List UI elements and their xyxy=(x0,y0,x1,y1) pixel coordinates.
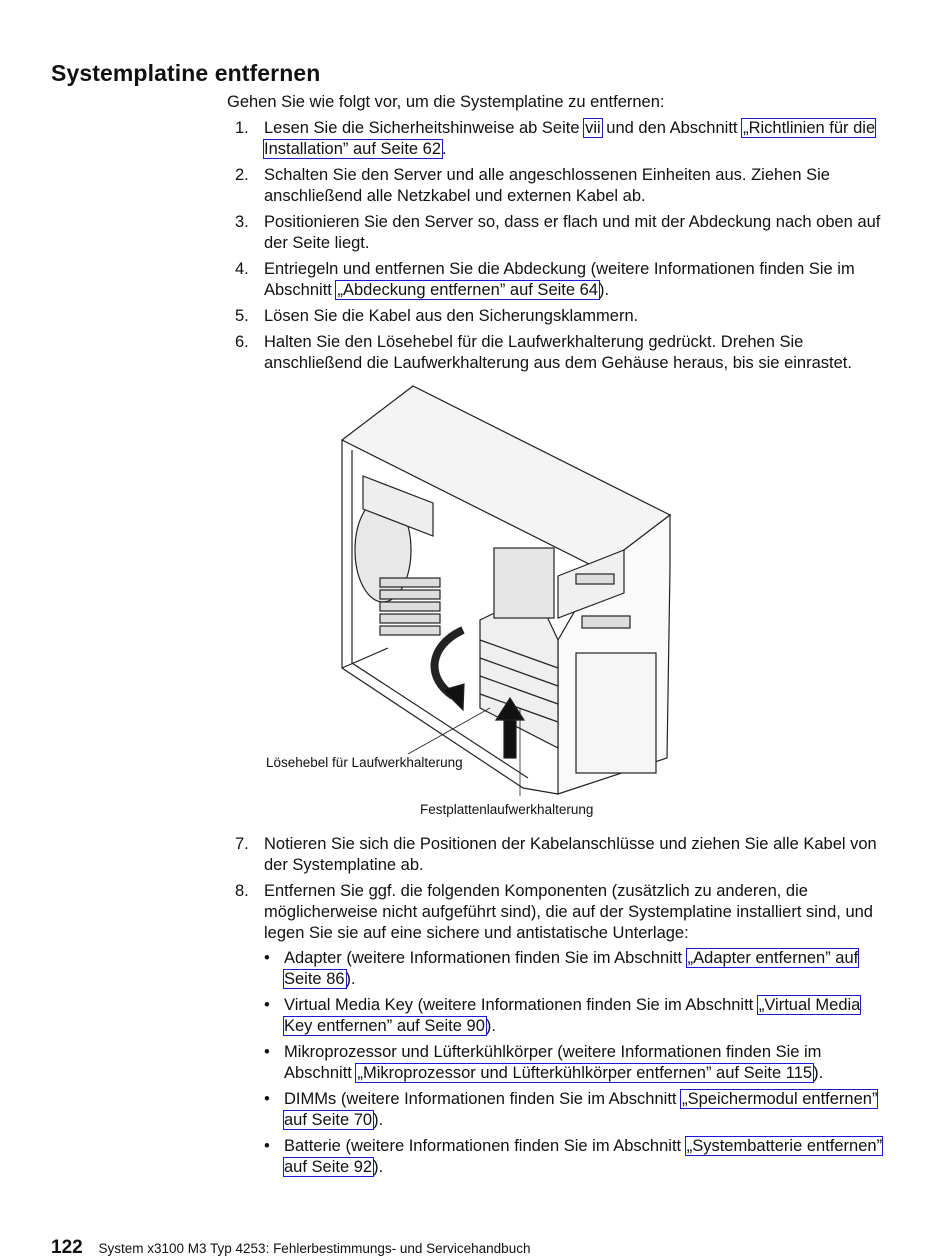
page-number: 122 xyxy=(51,1237,83,1258)
page-title: Systemplatine entfernen xyxy=(51,60,321,86)
step-text: Entriegeln und entfernen Sie die Abdeckung (weitere Informationen finden Sie im Abschnitt xyxy=(264,260,855,299)
step-number: 7. xyxy=(235,835,249,853)
component-item xyxy=(264,1089,887,1131)
component-item xyxy=(264,995,887,1037)
step-body xyxy=(264,307,638,325)
cross-reference-link[interactable]: „Richtlinien für die Installation” auf Seite 62 xyxy=(264,119,876,158)
front-vents xyxy=(576,653,656,773)
optical-bays xyxy=(494,548,630,628)
step-text: ). xyxy=(345,970,356,988)
step-number: 4. xyxy=(235,260,249,278)
step-body xyxy=(264,213,880,252)
server-figure xyxy=(258,378,698,823)
label-release-lever: Lösehebel für Laufwerkhalterung xyxy=(266,755,463,770)
bullet-icon: • xyxy=(264,949,270,967)
cross-reference-link[interactable]: „Adapter entfernen” auf Seite 86 xyxy=(284,949,859,988)
component-item xyxy=(264,1136,887,1178)
bullet-icon: • xyxy=(264,996,270,1014)
step-text: und den Abschnitt xyxy=(601,119,743,137)
step-body xyxy=(264,260,855,299)
step-text: Lesen Sie die Sicherheitshinweise ab Seite xyxy=(264,119,585,137)
step-text: Mikroprozessor und Lüfterkühlkörper (weitere Informationen finden Sie im Abschnitt xyxy=(284,1043,822,1082)
bullet-icon: • xyxy=(264,1043,270,1061)
cross-reference-link[interactable]: „Systembatterie entfernen” auf Seite 92 xyxy=(284,1137,883,1176)
step-text: ). xyxy=(813,1064,824,1082)
step-body xyxy=(264,166,830,205)
lift-arrow-shaft xyxy=(504,718,516,758)
step-item xyxy=(227,212,887,254)
step-text: Positionieren Sie den Server so, dass er flach und mit der Abdeckung nach oben auf der Seite liegt. xyxy=(264,213,881,252)
lever-leader xyxy=(408,708,490,754)
component-list xyxy=(264,948,887,1178)
step-item xyxy=(227,259,887,301)
cross-reference-link[interactable]: vii xyxy=(585,119,601,137)
step-text: Lösen Sie die Kabel aus den Sicherungsklammern. xyxy=(264,307,639,325)
cross-reference-link[interactable]: „Abdeckung entfernen” auf Seite 64 xyxy=(337,281,598,299)
step-number: 3. xyxy=(235,213,249,231)
step-item xyxy=(227,118,887,160)
step-text: Schalten Sie den Server und alle angeschlossenen Einheiten aus. Ziehen Sie anschließend alle Netzkabel und externen Kabel ab. xyxy=(264,166,830,205)
step-text: ). xyxy=(373,1111,384,1129)
cross-reference-link[interactable]: „Virtual Media Key entfernen” auf Seite 90 xyxy=(284,996,861,1035)
component-item xyxy=(264,1042,887,1084)
step-number: 2. xyxy=(235,166,249,184)
step-number: 6. xyxy=(235,333,249,351)
step-text: . xyxy=(442,140,447,158)
step-item xyxy=(227,306,887,327)
step-text: Notieren Sie sich die Positionen der Kabelanschlüsse und ziehen Sie alle Kabel von der Systemplatine ab. xyxy=(264,835,877,874)
step-text: DIMMs (weitere Informationen finden Sie im Abschnitt xyxy=(284,1090,682,1108)
rear-rail xyxy=(342,648,388,668)
step-text: ). xyxy=(485,1017,496,1035)
step-item xyxy=(227,332,887,374)
cross-reference-link[interactable]: „Speichermodul entfernen” auf Seite 70 xyxy=(284,1090,878,1129)
step-body xyxy=(264,882,873,942)
steps-list-part-2 xyxy=(227,834,887,1183)
expansion-slots xyxy=(380,578,440,635)
page-footer xyxy=(51,1237,530,1259)
step-item xyxy=(227,165,887,207)
cross-reference-link[interactable]: „Mikroprozessor und Lüfterkühlkörper entfernen” auf Seite 115 xyxy=(357,1064,813,1082)
document-title: System x3100 M3 Typ 4253: Fehlerbestimmungs- und Servicehandbuch xyxy=(98,1241,531,1256)
step-item xyxy=(227,834,887,876)
step-text: Virtual Media Key (weitere Informationen finden Sie im Abschnitt xyxy=(284,996,758,1014)
step-text: Entfernen Sie ggf. die folgenden Komponenten (zusätzlich zu anderen, die möglicherweise nicht aufgeführt sind), die auf der Systemplatine installiert sind, und legen Sie sie auf eine sichere und antistatische Unterlage: xyxy=(264,882,873,942)
intro-text: Gehen Sie wie folgt vor, um die Systemplatine zu entfernen: xyxy=(227,93,665,111)
steps-list-part-1 xyxy=(227,118,887,379)
step-body xyxy=(264,119,875,158)
step-text: ). xyxy=(598,281,610,299)
step-item xyxy=(227,881,887,1178)
step-text: Batterie (weitere Informationen finden Sie im Abschnitt xyxy=(284,1137,686,1155)
step-number: 5. xyxy=(235,307,249,325)
bullet-icon: • xyxy=(264,1137,270,1155)
step-body xyxy=(264,333,852,372)
label-drive-cage: Festplattenlaufwerkhalterung xyxy=(420,802,594,817)
step-number: 8. xyxy=(235,882,249,900)
step-body xyxy=(264,835,877,874)
component-item xyxy=(264,948,887,990)
step-text: Halten Sie den Lösehebel für die Laufwerkhalterung gedrückt. Drehen Sie anschließend die Laufwerkhalterung aus dem Gehäuse heraus, bis sie einrastet. xyxy=(264,333,852,372)
step-text: ). xyxy=(373,1158,384,1176)
bullet-icon: • xyxy=(264,1090,270,1108)
step-text: Adapter (weitere Informationen finden Sie im Abschnitt xyxy=(284,949,687,967)
step-number: 1. xyxy=(235,119,249,137)
